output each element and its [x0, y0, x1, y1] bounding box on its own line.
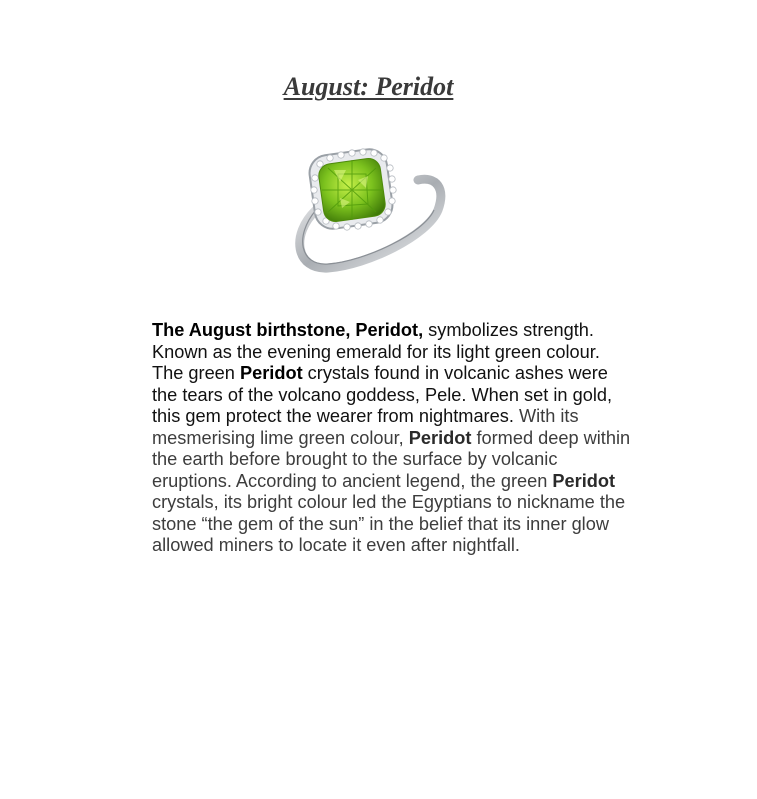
text-segment: symbolizes strength. Known as the evening emerald for its light green colour. The green: [152, 320, 600, 383]
legend-text: [152, 406, 630, 555]
peridot-ring-image: [288, 140, 454, 286]
page-title: August: Peridot: [283, 72, 454, 101]
birthstone-description: [152, 320, 632, 557]
intro-bold: The August birthstone, Peridot,: [152, 320, 424, 340]
peridot-bold: Peridot: [552, 470, 616, 491]
peridot-bold: Peridot: [408, 427, 472, 448]
text-segment: With its mesmerising lime green colour,: [152, 406, 579, 448]
peridot-bold: Peridot: [239, 363, 303, 383]
text-segment: crystals, its bright colour led the Egyptians to nickname the stone “the gem of the sun” in the belief that its inner glow allowed miners to locate it even after nightfall.: [152, 492, 626, 555]
text-segment: formed deep within the earth before brought to the surface by volcanic eruptions. According to ancient legend, the green: [152, 427, 631, 491]
text-segment: crystals found in volcanic ashes were the tears of the volcano goddess, Pele. When set in gold, this gem protect the wearer from nightmares.: [152, 363, 613, 426]
